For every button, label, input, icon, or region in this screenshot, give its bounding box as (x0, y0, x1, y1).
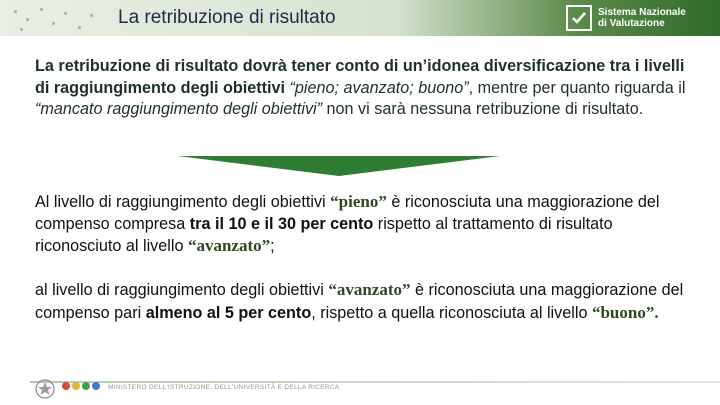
checkmark-icon (566, 5, 592, 31)
footer (0, 374, 720, 405)
page-title: La retribuzione di risultato (118, 7, 336, 28)
logo-line-2: di Valutazione (598, 18, 665, 29)
republic-emblem-icon (34, 378, 56, 400)
logo-line-1: Sistema Nazionale (598, 7, 686, 18)
footer-text: MINISTERO DELL'ISTRUZIONE, DELL'UNIVERSITÀ E DELLA RICERCA (108, 384, 340, 391)
footer-divider (30, 381, 720, 383)
down-arrow-icon (178, 156, 500, 176)
paragraph-pieno: Al livello di raggiungimento degli obiettivi “pieno” è riconosciuta una maggiorazione del compenso compresa tra il 10 e il 30 per cento rispetto al trattamento di risultato riconosciuto al livello “avanzato”; (35, 192, 660, 255)
snv-logo (566, 3, 716, 33)
intro-paragraph: La retribuzione di risultato dovrà tener conto di un’idonea diversificazione tra i livelli di raggiungimento degli obiettivi “pieno; avanzato; buono”, mentre per quanto riguarda il “mancato raggiungimento degli obiettivi” non vi sarà nessuna retribuzione di risultato. (35, 57, 686, 118)
paragraph-avanzato: al livello di raggiungimento degli obiettivi “avanzato” è riconosciuta una maggiorazione del compenso pari almeno al 5 per cento, rispetto a quella riconosciuta al livello “buono”. (35, 280, 684, 322)
header-decoration (0, 0, 110, 36)
miur-logo (62, 382, 100, 390)
header-bar (0, 0, 720, 36)
